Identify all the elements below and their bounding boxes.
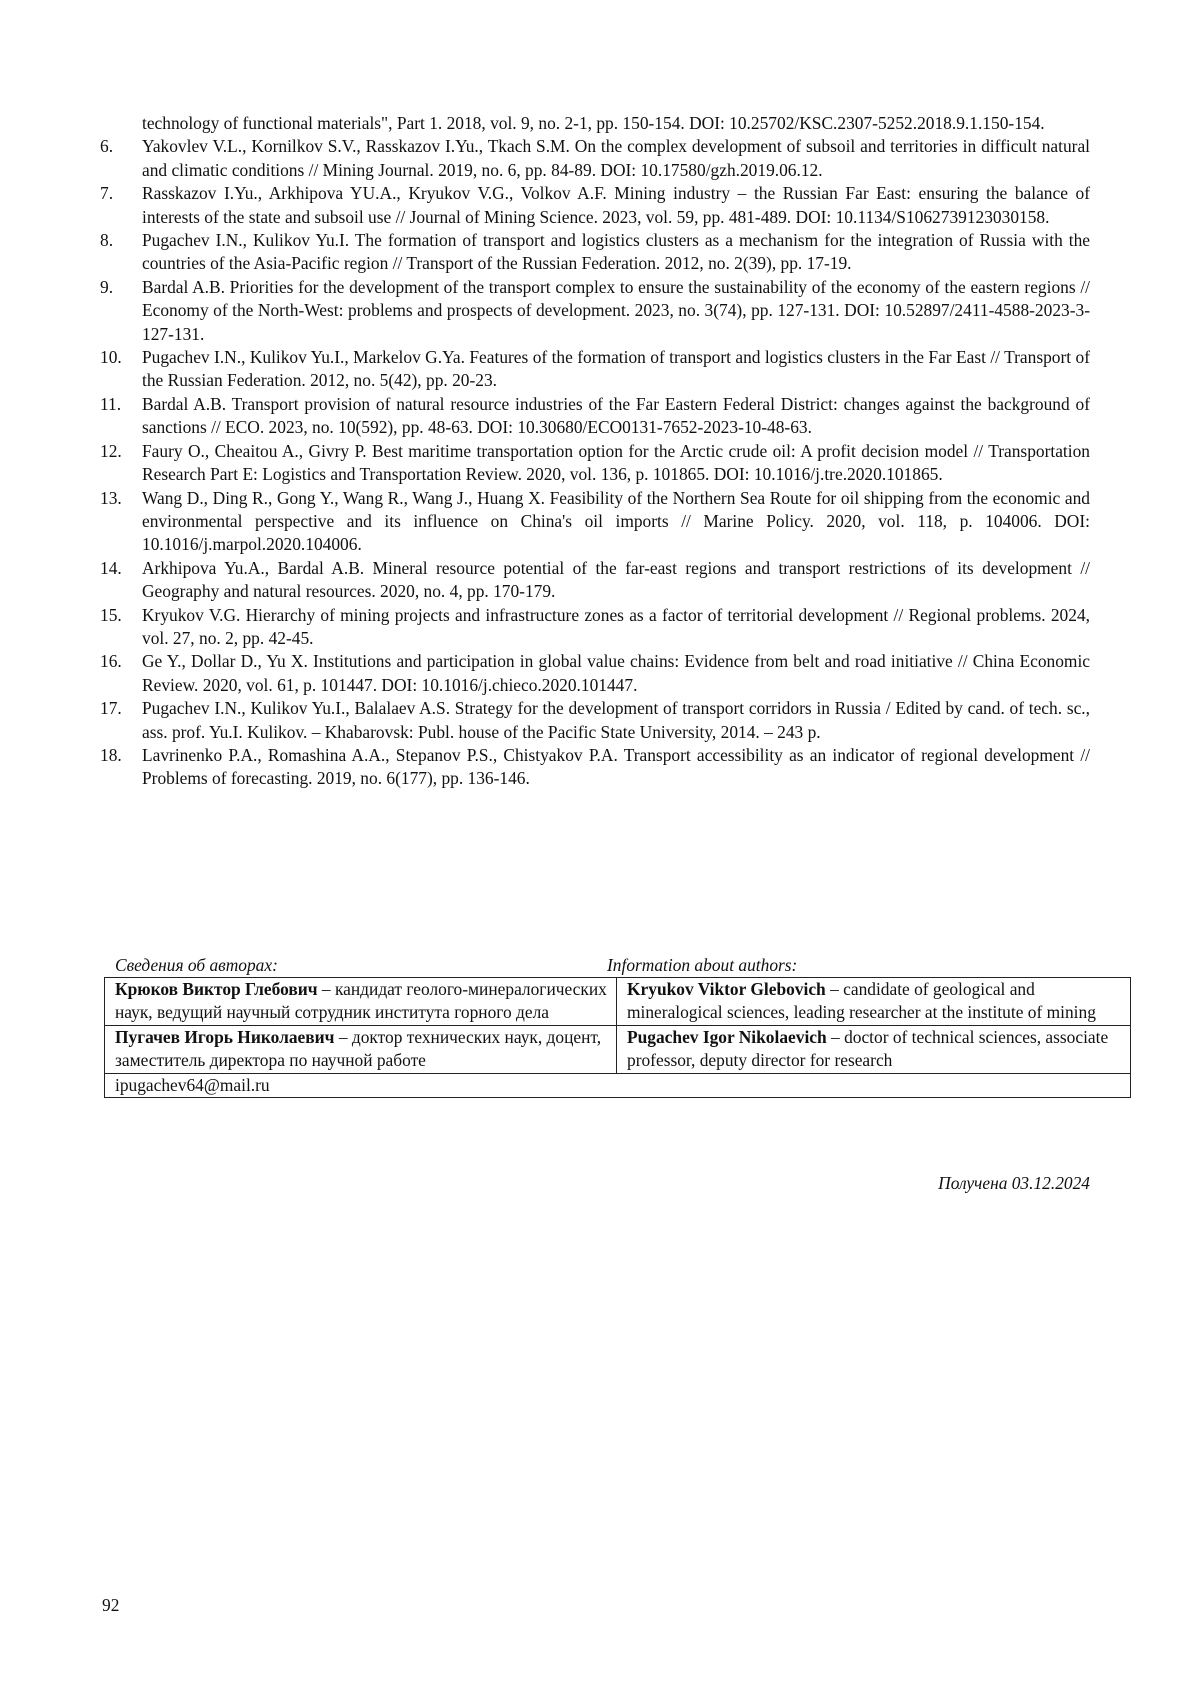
- reference-number: 7.: [100, 183, 114, 204]
- author-desc-ru: – кандидат геолого-минералогических наук, ведущий научный сотрудник института горного дела: [115, 979, 607, 1023]
- page-number: 92: [102, 1595, 120, 1615]
- reference-text: Arkhipova Yu.A., Bardal A.B. Mineral resource potential of the far-east regions and transport restrictions of its development // Geography and natural resources. 2020, no. 4, pp. 170-179.: [142, 557, 1090, 602]
- reference-item: [100, 346, 1090, 393]
- received-date: Получена 03.12.2024: [938, 1173, 1090, 1193]
- authors-table: [104, 977, 1131, 1098]
- reference-list: [100, 135, 1090, 790]
- reference-item: [100, 182, 1090, 229]
- reference-item: [100, 393, 1090, 440]
- reference-text: Yakovlev V.L., Kornilkov S.V., Rasskazov I.Yu., Tkach S.M. On the complex development of subsoil and territories in difficult natural and climatic conditions // Mining Journal. 2019, no. 6, pp. 84-89. DOI: 10.17580/gzh.2019.06.12.: [142, 136, 1090, 180]
- author-cell-en: [617, 978, 1131, 1026]
- author-row: [105, 1025, 1131, 1073]
- reference-number: 16.: [100, 651, 122, 672]
- reference-text: Pugachev I.N., Kulikov Yu.I. The formation of transport and logistics clusters as a mechanism for the integration of Russia with the countries of the Asia-Pacific region // Transport of the Russian Federation. 2012, no. 2(39), pp. 17-19.: [142, 230, 1090, 274]
- authors-heading-ru: Сведения об авторах:: [115, 955, 278, 975]
- authors-headings: [104, 954, 1090, 977]
- author-cell-en: [617, 1025, 1131, 1073]
- reference-number: 15.: [100, 604, 122, 625]
- references-section: [100, 112, 1090, 791]
- reference-item: [100, 604, 1090, 651]
- reference-item: [100, 276, 1090, 346]
- reference-text: Kryukov V.G. Hierarchy of mining projects and infrastructure zones as a factor of territorial development // Regional problems. 2024, vol. 27, no. 2, pp. 42-45.: [142, 604, 1090, 648]
- reference-text: Faury O., Cheaitou A., Givry P. Best maritime transportation option for the Arctic crude oil: A profit decision model // Transportation Research Part E: Logistics and Transportation Review. 2020, vol. 136, p. 101865. DOI: 10.1016/j.tre.2020.101865.: [142, 440, 1090, 485]
- reference-text: Pugachev I.N., Kulikov Yu.I., Balalaev A.S. Strategy for the development of transport corridors in Russia / Edited by cand. of tech. sc., ass. prof. Yu.I. Kulikov. – Khabarovsk: Publ. house of the Pacific State University, 2014. – 243 p.: [142, 698, 1090, 742]
- authors-section: [104, 954, 1109, 1098]
- reference-number: 10.: [100, 347, 122, 368]
- author-desc-ru: – доктор технических наук, доцент, заместитель директора по научной работе: [115, 1026, 602, 1071]
- reference-text: Pugachev I.N., Kulikov Yu.I., Markelov G.Ya. Features of the formation of transport and logistics clusters in the Far East // Transport of the Russian Federation. 2012, no. 5(42), pp. 20-23.: [142, 347, 1090, 391]
- author-cell-ru: [105, 978, 617, 1026]
- reference-number: 11.: [100, 393, 122, 414]
- authors-heading-en: Information about authors:: [607, 955, 798, 975]
- reference-item: [100, 650, 1090, 697]
- reference-number: 18.: [100, 744, 122, 765]
- reference-number: 14.: [100, 557, 122, 578]
- reference-continuation: technology of functional materials", Part 1. 2018, vol. 9, no. 2-1, pp. 150-154. DOI: 10.25702/KSC.2307-5252.2018.9.1.150-154.: [142, 113, 1045, 133]
- reference-text: Bardal A.B. Transport provision of natural resource industries of the Far Eastern Federal District: changes against the background of sanctions // ECO. 2023, no. 10(592), pp. 48-63. DOI: 10.30680/ECO0131-7652-2023-10-48-63.: [142, 393, 1090, 438]
- reference-text: Bardal A.B. Priorities for the development of the transport complex to ensure the sustainability of the economy of the eastern regions // Economy of the North-West: problems and prospects of development. 2023, no. 3(74), pp. 127-131. DOI: 10.52897/2411-4588-2023-3-127-131.: [142, 276, 1090, 344]
- reference-text: Rasskazov I.Yu., Arkhipova YU.A., Kryukov V.G., Volkov A.F. Mining industry – the Russian Far East: ensuring the balance of interests of the state and subsoil use // Journal of Mining Science. 2023, vol. 59, pp. 481-489. DOI: 10.1134/S1062739123030158.: [142, 183, 1090, 227]
- reference-item: [100, 697, 1090, 744]
- reference-number: 6.: [100, 136, 114, 157]
- author-email[interactable]: ipugachev64@mail.ru: [105, 1073, 1131, 1097]
- reference-text: Wang D., Ding R., Gong Y., Wang R., Wang J., Huang X. Feasibility of the Northern Sea Route for oil shipping from the economic and environmental perspective and its influence on China's oil imports // Marine Policy. 2020, vol. 118, p. 104006. DOI: 10.1016/j.marpol.2020.104006.: [142, 487, 1090, 555]
- author-name-en: Kryukov Viktor Glebovich: [627, 979, 826, 999]
- author-cell-ru: [105, 1025, 617, 1073]
- author-name-en: Pugachev Igor Nikolaevich: [627, 1026, 827, 1047]
- reference-item: [100, 487, 1090, 557]
- author-name-ru: Пугачев Игорь Николаевич: [115, 1026, 335, 1047]
- reference-text: Ge Y., Dollar D., Yu X. Institutions and participation in global value chains: Evidence from belt and road initiative // China Economic Review. 2020, vol. 61, p. 101447. DOI: 10.1016/j.chieco.2020.101447.: [142, 651, 1090, 695]
- reference-number: 13.: [100, 487, 122, 508]
- reference-number: 8.: [100, 230, 114, 251]
- reference-item: [100, 135, 1090, 182]
- reference-item: [100, 440, 1090, 487]
- reference-item: [100, 744, 1090, 791]
- reference-text: Lavrinenko P.A., Romashina A.A., Stepanov P.S., Chistyakov P.A. Transport accessibility as an indicator of regional development // Problems of forecasting. 2019, no. 6(177), pp. 136-146.: [142, 744, 1090, 789]
- reference-item: [100, 229, 1090, 276]
- author-name-ru: Крюков Виктор Глебович: [115, 979, 318, 999]
- reference-number: 12.: [100, 440, 122, 461]
- reference-item: [100, 557, 1090, 604]
- author-row: [105, 978, 1131, 1026]
- email-row: [105, 1073, 1131, 1097]
- author-desc-en: – doctor of technical sciences, associate professor, deputy director for research: [627, 1026, 1109, 1071]
- author-desc-en: – candidate of geological and mineralogical sciences, leading researcher at the institute of mining: [627, 979, 1096, 1023]
- reference-number: 9.: [100, 276, 114, 297]
- reference-number: 17.: [100, 698, 122, 719]
